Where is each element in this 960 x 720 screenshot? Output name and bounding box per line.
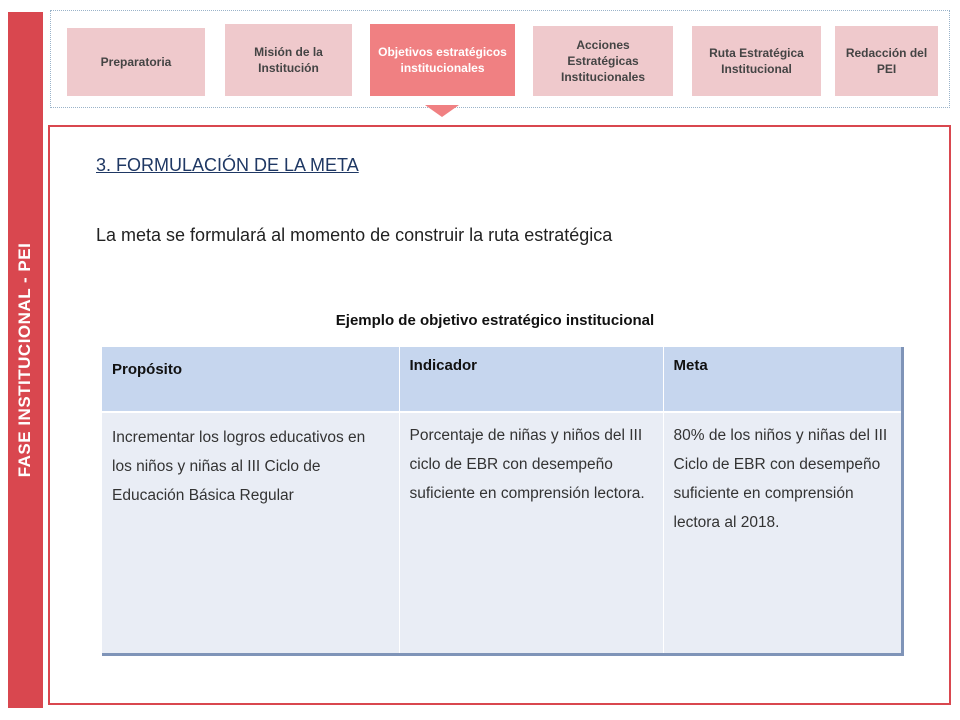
step-label: Acciones Estratégicas Institucionales [560, 37, 646, 85]
header-indicador: Indicador [399, 347, 663, 412]
cell-meta: 80% de los niños y niñas del III Ciclo de EBR con desempeño suficiente en comprensión lectora al 2018. [663, 412, 902, 655]
table-row [102, 412, 902, 655]
intro-text: La meta se formulará al momento de construir la ruta estratégica [96, 225, 613, 245]
step-mision[interactable] [225, 24, 352, 96]
step-preparatoria[interactable] [67, 28, 205, 96]
step-label: Objetivos estratégicos institucionales [378, 44, 507, 75]
goal-table [102, 347, 904, 656]
step-ruta[interactable] [692, 26, 821, 96]
section-title: 3. FORMULACIÓN DE LA META [96, 155, 359, 175]
active-step-pointer [425, 105, 459, 117]
table-caption: Ejemplo de objetivo estratégico institucional [335, 312, 655, 329]
step-acciones[interactable] [533, 26, 673, 96]
step-label: Preparatoria [100, 54, 172, 69]
header-meta: Meta [663, 347, 902, 412]
step-label: Ruta Estratégica Institucional [709, 45, 804, 76]
header-proposito: Propósito [102, 347, 399, 412]
step-label: Misión de la Institución [254, 44, 323, 75]
step-redaccion[interactable] [835, 26, 938, 96]
cell-proposito: Incrementar los logros educativos en los niños y niñas al III Ciclo de Educación Básica Regular [102, 412, 399, 655]
side-label: FASE INSTITUCIONAL - PEI [15, 242, 34, 478]
table-header-row [102, 347, 902, 412]
step-label: Redacción del PEI [845, 45, 928, 76]
step-objetivos[interactable] [370, 24, 515, 96]
cell-indicador: Porcentaje de niñas y niños del III ciclo de EBR con desempeño suficiente en comprensión lectora. [399, 412, 663, 655]
